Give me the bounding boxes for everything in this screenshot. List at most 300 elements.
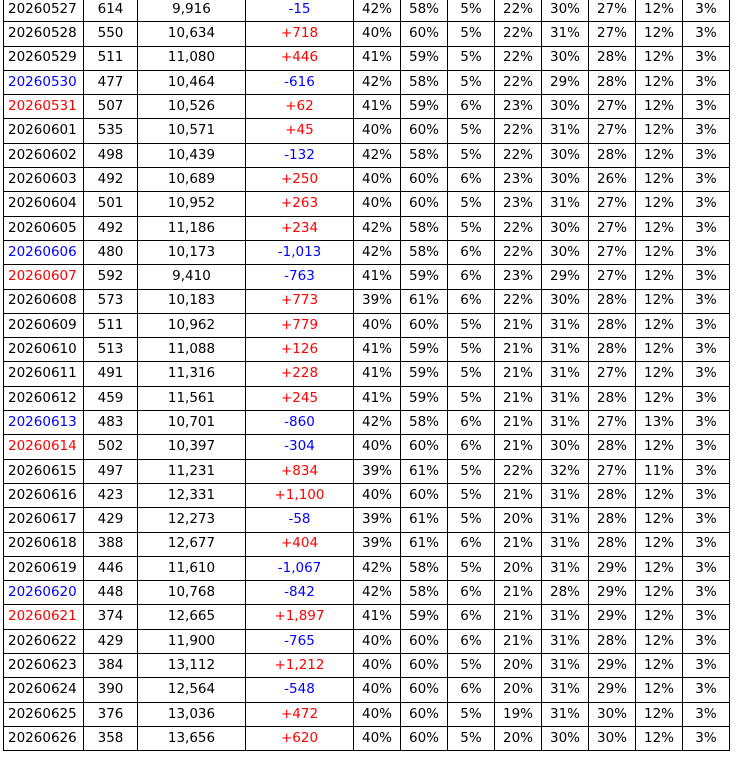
table-row [4,411,730,435]
pct-cell-4: 20% [495,726,542,750]
pct-cell-6: 29% [589,654,636,678]
pct-cell-5: 31% [542,678,589,702]
table-row [4,289,730,313]
pct-cell-6: 27% [589,240,636,264]
change-cell: +45 [246,119,354,143]
table-row [4,605,730,629]
count-cell: 374 [84,605,138,629]
date-cell: 20260622 [4,629,84,653]
pct-cell-3: 6% [448,289,495,313]
pct-cell-6: 27% [589,362,636,386]
change-cell: +773 [246,289,354,313]
total-cell: 10,768 [138,581,246,605]
pct-cell-2: 58% [401,581,448,605]
total-cell: 9,410 [138,265,246,289]
count-cell: 492 [84,168,138,192]
pct-cell-8: 3% [683,678,730,702]
count-cell: 390 [84,678,138,702]
pct-cell-6: 29% [589,556,636,580]
total-cell: 10,962 [138,313,246,337]
pct-cell-2: 60% [401,702,448,726]
pct-cell-8: 3% [683,508,730,532]
table-row [4,192,730,216]
pct-cell-4: 21% [495,629,542,653]
pct-cell-2: 59% [401,95,448,119]
pct-cell-5: 31% [542,411,589,435]
pct-cell-5: 30% [542,240,589,264]
pct-cell-4: 20% [495,678,542,702]
pct-cell-3: 5% [448,654,495,678]
table-row [4,556,730,580]
date-cell: 20260625 [4,702,84,726]
total-cell: 11,186 [138,216,246,240]
pct-cell-5: 31% [542,313,589,337]
total-cell: 11,080 [138,46,246,70]
pct-cell-5: 30% [542,289,589,313]
pct-cell-2: 58% [401,216,448,240]
total-cell: 10,701 [138,411,246,435]
pct-cell-1: 41% [354,386,401,410]
pct-cell-3: 5% [448,119,495,143]
pct-cell-3: 6% [448,629,495,653]
pct-cell-4: 21% [495,532,542,556]
pct-cell-5: 30% [542,168,589,192]
pct-cell-4: 23% [495,95,542,119]
pct-cell-1: 40% [354,678,401,702]
pct-cell-1: 42% [354,216,401,240]
table-row [4,313,730,337]
pct-cell-4: 22% [495,216,542,240]
date-cell: 20260611 [4,362,84,386]
pct-cell-2: 60% [401,629,448,653]
pct-cell-5: 31% [542,532,589,556]
date-cell: 20260618 [4,532,84,556]
date-cell: 20260604 [4,192,84,216]
pct-cell-6: 27% [589,411,636,435]
pct-cell-3: 5% [448,726,495,750]
pct-cell-2: 58% [401,143,448,167]
pct-cell-3: 5% [448,313,495,337]
pct-cell-8: 3% [683,46,730,70]
pct-cell-7: 12% [636,338,683,362]
pct-cell-1: 40% [354,168,401,192]
pct-cell-4: 20% [495,508,542,532]
count-cell: 507 [84,95,138,119]
pct-cell-8: 3% [683,581,730,605]
pct-cell-6: 26% [589,168,636,192]
pct-cell-1: 42% [354,0,401,22]
pct-cell-4: 21% [495,483,542,507]
pct-cell-6: 29% [589,678,636,702]
pct-cell-8: 3% [683,70,730,94]
pct-cell-1: 40% [354,119,401,143]
count-cell: 550 [84,22,138,46]
pct-cell-7: 12% [636,313,683,337]
pct-cell-3: 5% [448,143,495,167]
pct-cell-5: 31% [542,119,589,143]
date-cell: 20260614 [4,435,84,459]
change-cell: -765 [246,629,354,653]
pct-cell-7: 12% [636,22,683,46]
total-cell: 12,331 [138,483,246,507]
pct-cell-6: 28% [589,508,636,532]
pct-cell-4: 22% [495,70,542,94]
pct-cell-2: 60% [401,192,448,216]
table-row [4,508,730,532]
date-cell: 20260613 [4,411,84,435]
pct-cell-1: 39% [354,459,401,483]
total-cell: 11,088 [138,338,246,362]
pct-cell-6: 28% [589,386,636,410]
total-cell: 11,231 [138,459,246,483]
pct-cell-4: 21% [495,581,542,605]
pct-cell-8: 3% [683,95,730,119]
count-cell: 384 [84,654,138,678]
count-cell: 423 [84,483,138,507]
pct-cell-1: 42% [354,143,401,167]
pct-cell-8: 3% [683,0,730,22]
total-cell: 10,952 [138,192,246,216]
total-cell: 12,564 [138,678,246,702]
pct-cell-1: 40% [354,726,401,750]
pct-cell-2: 60% [401,22,448,46]
pct-cell-7: 12% [636,678,683,702]
pct-cell-8: 3% [683,629,730,653]
pct-cell-2: 60% [401,119,448,143]
table-row [4,435,730,459]
table-row [4,362,730,386]
pct-cell-8: 3% [683,216,730,240]
pct-cell-8: 3% [683,362,730,386]
pct-cell-8: 3% [683,289,730,313]
total-cell: 11,900 [138,629,246,653]
pct-cell-2: 58% [401,556,448,580]
pct-cell-4: 22% [495,46,542,70]
change-cell: -860 [246,411,354,435]
pct-cell-5: 31% [542,483,589,507]
count-cell: 429 [84,508,138,532]
pct-cell-3: 5% [448,556,495,580]
count-cell: 477 [84,70,138,94]
change-cell: -616 [246,70,354,94]
count-cell: 459 [84,386,138,410]
pct-cell-7: 12% [636,581,683,605]
pct-cell-6: 28% [589,532,636,556]
count-cell: 491 [84,362,138,386]
pct-cell-4: 22% [495,289,542,313]
pct-cell-4: 21% [495,411,542,435]
pct-cell-4: 21% [495,605,542,629]
change-cell: -1,067 [246,556,354,580]
pct-cell-3: 5% [448,338,495,362]
change-cell: +1,212 [246,654,354,678]
count-cell: 513 [84,338,138,362]
pct-cell-5: 30% [542,435,589,459]
pct-cell-7: 12% [636,0,683,22]
pct-cell-7: 12% [636,556,683,580]
pct-cell-3: 5% [448,702,495,726]
pct-cell-8: 3% [683,119,730,143]
pct-cell-2: 59% [401,386,448,410]
pct-cell-2: 59% [401,605,448,629]
change-cell: +263 [246,192,354,216]
count-cell: 511 [84,46,138,70]
pct-cell-1: 40% [354,313,401,337]
pct-cell-4: 21% [495,338,542,362]
pct-cell-3: 6% [448,435,495,459]
table-body [4,0,730,751]
pct-cell-7: 12% [636,654,683,678]
pct-cell-8: 3% [683,654,730,678]
date-cell: 20260621 [4,605,84,629]
date-cell: 20260529 [4,46,84,70]
change-cell: +1,100 [246,483,354,507]
table-row [4,483,730,507]
pct-cell-8: 3% [683,386,730,410]
count-cell: 358 [84,726,138,750]
pct-cell-4: 22% [495,0,542,22]
count-cell: 614 [84,0,138,22]
pct-cell-1: 40% [354,22,401,46]
pct-cell-6: 30% [589,702,636,726]
pct-cell-7: 12% [636,362,683,386]
count-cell: 446 [84,556,138,580]
pct-cell-2: 60% [401,654,448,678]
pct-cell-3: 5% [448,70,495,94]
count-cell: 429 [84,629,138,653]
pct-cell-8: 3% [683,313,730,337]
total-cell: 10,439 [138,143,246,167]
pct-cell-3: 5% [448,386,495,410]
count-cell: 592 [84,265,138,289]
pct-cell-1: 40% [354,483,401,507]
total-cell: 13,112 [138,654,246,678]
table-row [4,143,730,167]
date-cell: 20260615 [4,459,84,483]
total-cell: 11,316 [138,362,246,386]
pct-cell-7: 12% [636,95,683,119]
change-cell: +126 [246,338,354,362]
pct-cell-2: 59% [401,338,448,362]
date-cell: 20260619 [4,556,84,580]
date-cell: 20260601 [4,119,84,143]
pct-cell-1: 40% [354,192,401,216]
count-cell: 480 [84,240,138,264]
pct-cell-4: 22% [495,143,542,167]
table-row [4,629,730,653]
pct-cell-2: 60% [401,168,448,192]
change-cell: +779 [246,313,354,337]
pct-cell-1: 40% [354,435,401,459]
pct-cell-5: 30% [542,95,589,119]
pct-cell-5: 31% [542,386,589,410]
table-row [4,119,730,143]
pct-cell-7: 12% [636,605,683,629]
pct-cell-2: 61% [401,289,448,313]
pct-cell-1: 42% [354,556,401,580]
pct-cell-7: 12% [636,119,683,143]
pct-cell-5: 30% [542,143,589,167]
count-cell: 497 [84,459,138,483]
pct-cell-8: 3% [683,192,730,216]
pct-cell-4: 23% [495,265,542,289]
count-cell: 483 [84,411,138,435]
pct-cell-5: 31% [542,362,589,386]
date-cell: 20260603 [4,168,84,192]
pct-cell-6: 29% [589,581,636,605]
table-row [4,95,730,119]
change-cell: +62 [246,95,354,119]
pct-cell-5: 31% [542,192,589,216]
pct-cell-4: 22% [495,22,542,46]
pct-cell-6: 28% [589,46,636,70]
date-cell: 20260612 [4,386,84,410]
change-cell: +404 [246,532,354,556]
pct-cell-3: 6% [448,678,495,702]
pct-cell-5: 29% [542,70,589,94]
total-cell: 10,464 [138,70,246,94]
total-cell: 10,689 [138,168,246,192]
pct-cell-6: 28% [589,483,636,507]
table-row [4,22,730,46]
pct-cell-5: 32% [542,459,589,483]
pct-cell-6: 28% [589,435,636,459]
pct-cell-4: 20% [495,556,542,580]
total-cell: 13,036 [138,702,246,726]
pct-cell-7: 12% [636,386,683,410]
pct-cell-3: 6% [448,581,495,605]
pct-cell-8: 3% [683,168,730,192]
pct-cell-8: 3% [683,459,730,483]
table-row [4,168,730,192]
pct-cell-1: 42% [354,581,401,605]
date-cell: 20260610 [4,338,84,362]
pct-cell-1: 41% [354,362,401,386]
table-row [4,70,730,94]
pct-cell-8: 3% [683,532,730,556]
pct-cell-2: 59% [401,46,448,70]
change-cell: +446 [246,46,354,70]
total-cell: 12,665 [138,605,246,629]
pct-cell-1: 40% [354,629,401,653]
pct-cell-7: 12% [636,289,683,313]
pct-cell-4: 23% [495,192,542,216]
pct-cell-8: 3% [683,338,730,362]
pct-cell-2: 58% [401,70,448,94]
table-row [4,216,730,240]
pct-cell-6: 27% [589,119,636,143]
date-cell: 20260623 [4,654,84,678]
pct-cell-4: 21% [495,362,542,386]
pct-cell-7: 12% [636,70,683,94]
pct-cell-3: 5% [448,46,495,70]
pct-cell-2: 59% [401,265,448,289]
pct-cell-3: 6% [448,532,495,556]
total-cell: 11,561 [138,386,246,410]
pct-cell-1: 39% [354,508,401,532]
pct-cell-7: 12% [636,508,683,532]
date-cell: 20260606 [4,240,84,264]
table-row [4,46,730,70]
pct-cell-3: 5% [448,22,495,46]
total-cell: 11,610 [138,556,246,580]
count-cell: 535 [84,119,138,143]
pct-cell-6: 27% [589,216,636,240]
change-cell: +234 [246,216,354,240]
pct-cell-2: 61% [401,508,448,532]
change-cell: -132 [246,143,354,167]
pct-cell-8: 3% [683,702,730,726]
table-row [4,678,730,702]
pct-cell-1: 42% [354,411,401,435]
pct-cell-5: 31% [542,654,589,678]
pct-cell-6: 28% [589,313,636,337]
change-cell: -304 [246,435,354,459]
pct-cell-4: 22% [495,240,542,264]
pct-cell-3: 5% [448,483,495,507]
table-row [4,726,730,750]
pct-cell-1: 40% [354,654,401,678]
pct-cell-7: 12% [636,143,683,167]
table-row [4,265,730,289]
change-cell: +1,897 [246,605,354,629]
pct-cell-5: 31% [542,629,589,653]
date-cell: 20260626 [4,726,84,750]
pct-cell-6: 30% [589,726,636,750]
pct-cell-6: 27% [589,95,636,119]
pct-cell-3: 5% [448,192,495,216]
pct-cell-8: 3% [683,265,730,289]
pct-cell-4: 20% [495,654,542,678]
date-cell: 20260617 [4,508,84,532]
pct-cell-7: 11% [636,459,683,483]
pct-cell-8: 3% [683,483,730,507]
pct-cell-5: 31% [542,556,589,580]
pct-cell-8: 3% [683,605,730,629]
pct-cell-3: 6% [448,240,495,264]
date-cell: 20260605 [4,216,84,240]
pct-cell-5: 31% [542,508,589,532]
pct-cell-8: 3% [683,143,730,167]
pct-cell-5: 28% [542,581,589,605]
pct-cell-3: 5% [448,216,495,240]
change-cell: +472 [246,702,354,726]
pct-cell-6: 27% [589,459,636,483]
pct-cell-7: 12% [636,629,683,653]
date-cell: 20260528 [4,22,84,46]
count-cell: 501 [84,192,138,216]
total-cell: 10,526 [138,95,246,119]
pct-cell-5: 31% [542,605,589,629]
pct-cell-3: 6% [448,265,495,289]
pct-cell-2: 60% [401,435,448,459]
pct-cell-2: 58% [401,411,448,435]
change-cell: +228 [246,362,354,386]
table-row [4,459,730,483]
total-cell: 9,916 [138,0,246,22]
date-cell: 20260616 [4,483,84,507]
table-row [4,386,730,410]
pct-cell-3: 6% [448,95,495,119]
pct-cell-1: 41% [354,46,401,70]
date-cell: 20260530 [4,70,84,94]
pct-cell-3: 5% [448,459,495,483]
data-table [3,0,730,751]
total-cell: 10,571 [138,119,246,143]
pct-cell-1: 41% [354,265,401,289]
pct-cell-7: 12% [636,532,683,556]
pct-cell-7: 12% [636,192,683,216]
